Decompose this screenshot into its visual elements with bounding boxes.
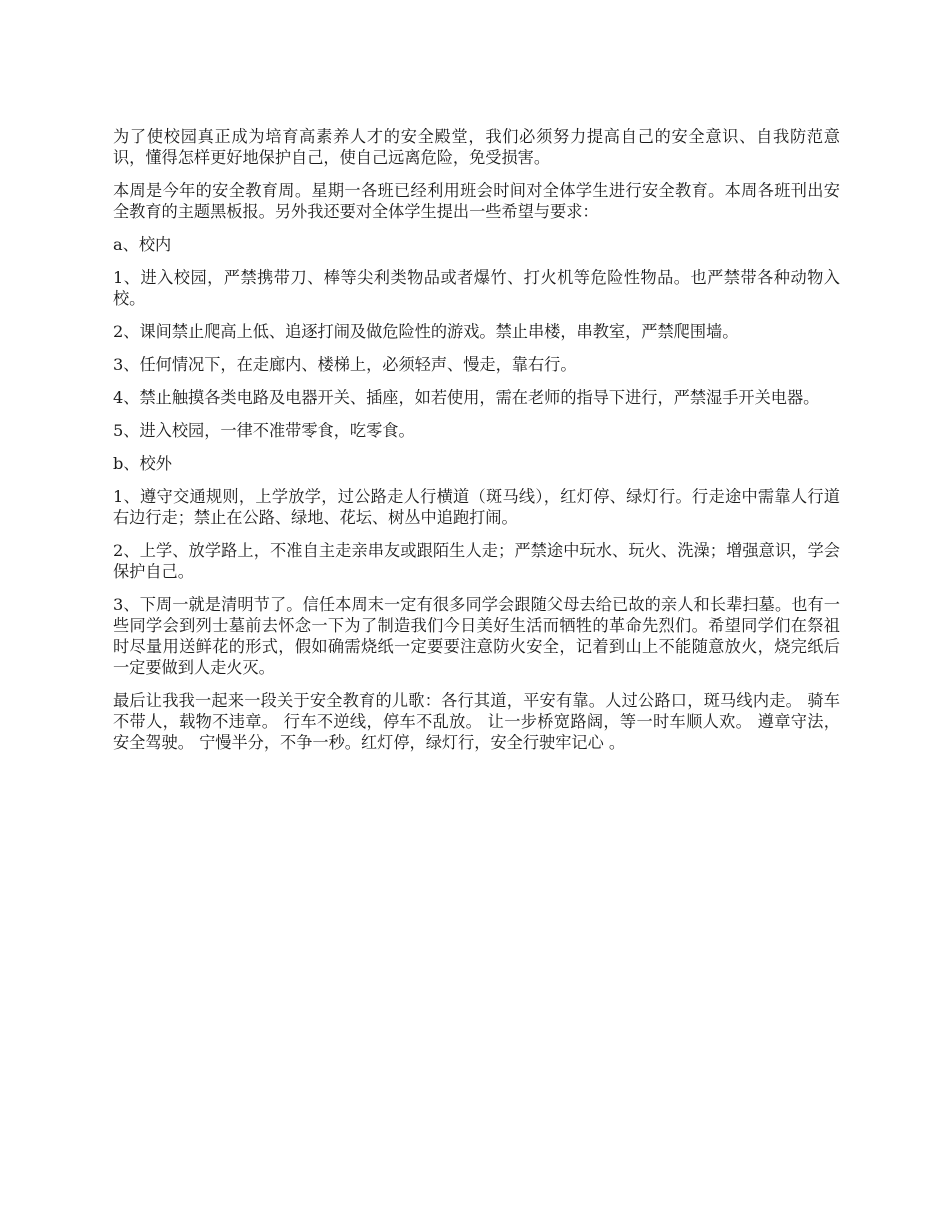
on-campus-rule-3: 3、任何情况下，在走廊内、楼梯上，必须轻声、慢走，靠右行。 (113, 355, 577, 374)
safety-week-paragraph: 本周是今年的安全教育周。星期一各班已经利用班会时间对全体学生进行安全教育。本周各班刊出安全教育的主题黑板报。另外我还要对全体学生提出一些希望与要求： (113, 181, 840, 221)
closing-rhyme-paragraph: 最后让我我一起来一段关于安全教育的儿歌：各行其道，平安有靠。人过公路口，斑马线内走。 骑车不带人，载物不违章。 行车不逆线，停车不乱放。 让一步桥宽路阔，等一时车顺人欢。 遵章守法，安全驾驶。 宁慢半分，不争一秒。红灯停，绿灯行，安全行驶牢记心 。 (113, 691, 840, 752)
on-campus-rule-4: 4、禁止触摸各类电路及电器开关、插座，如若使用，需在老师的指导下进行，严禁湿手开关电器。 (113, 388, 820, 407)
intro-paragraph: 为了使校园真正成为培育高素养人才的安全殿堂，我们必须努力提高自己的安全意识、自我防范意识，懂得怎样更好地保护自己，使自己远离危险，免受损害。 (113, 127, 840, 167)
section-heading-off-campus: b、校外 (113, 454, 172, 473)
off-campus-rule-1: 1、遵守交通规则，上学放学，过公路走人行横道（斑马线），红灯停、绿灯行。行走途中需靠人行道右边行走；禁止在公路、绿地、花坛、树丛中追跑打闹。 (113, 487, 840, 527)
on-campus-rule-2: 2、课间禁止爬高上低、追逐打闹及做危险性的游戏。禁止串楼，串教室，严禁爬围墙。 (113, 322, 739, 341)
document-body (113, 126, 840, 765)
on-campus-rule-1: 1、进入校园，严禁携带刀、棒等尖利类物品或者爆竹、打火机等危险性物品。也严禁带各种动物入校。 (113, 268, 840, 308)
section-heading-on-campus: a、校内 (113, 235, 172, 254)
off-campus-rule-2: 2、上学、放学路上，不准自主走亲串友或跟陌生人走；严禁途中玩水、玩火、洗澡；增强意识，学会保护自己。 (113, 541, 840, 581)
off-campus-rule-3: 3、下周一就是清明节了。信任本周末一定有很多同学会跟随父母去给已故的亲人和长辈扫墓。也有一些同学会到列士墓前去怀念一下为了制造我们今日美好生活而牺牲的革命先烈们。希望同学们在祭祖时尽量用送鲜花的形式，假如确需烧纸一定要要注意防火安全，记着到山上不能随意放火，烧完纸后一定要做到人走火灭。 (113, 595, 840, 677)
on-campus-rule-5: 5、进入校园，一律不准带零食，吃零食。 (113, 421, 415, 440)
